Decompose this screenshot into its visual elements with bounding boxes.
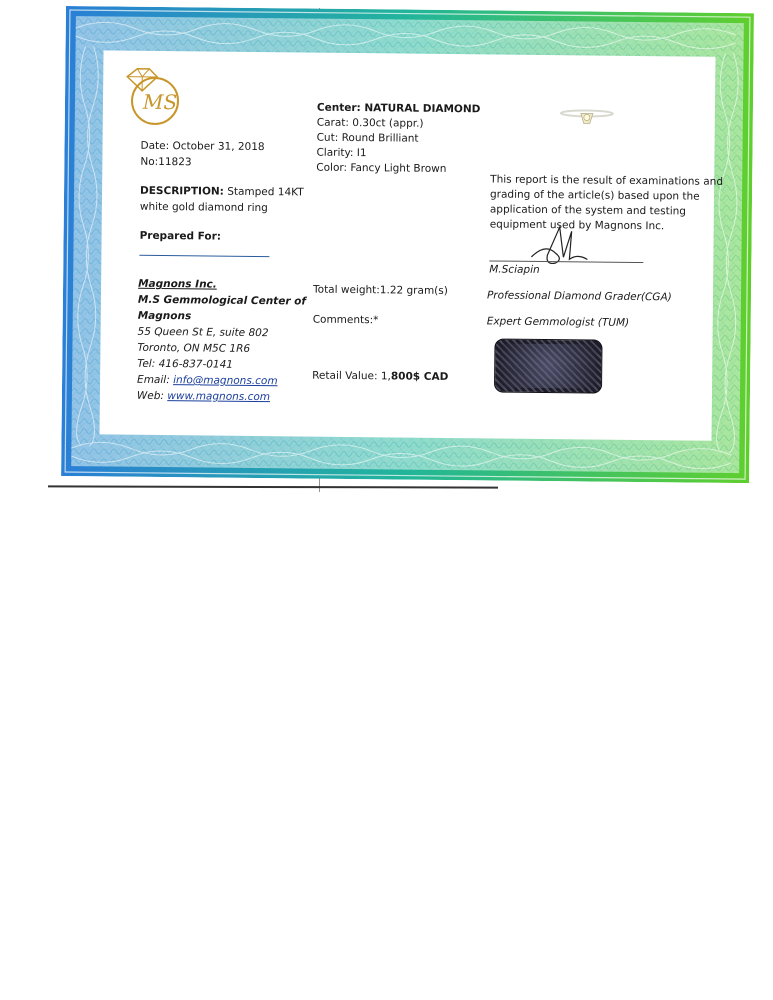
signer-title-1: Professional Diamond Grader(CGA): [486, 289, 672, 304]
company-name: Magnons Inc.: [138, 277, 217, 291]
web-label: Web:: [136, 389, 168, 403]
address-line2: Toronto, ON M5C 1R6: [137, 341, 251, 355]
retail-amount: 800$ CAD: [390, 370, 449, 384]
comments: Comments:*: [312, 313, 379, 327]
logo-monogram: MS: [142, 89, 178, 115]
center-name-line1: M.S Gemmological Center of: [137, 293, 307, 308]
description-text: Stamped 14KT: [223, 185, 304, 199]
signer-title-2: Expert Gemmologist (TUM): [486, 315, 630, 329]
web-row: [137, 389, 270, 406]
center-name-line2: Magnons: [137, 309, 192, 323]
cut: Cut: Round Brilliant: [316, 131, 419, 145]
email-label: Email:: [137, 373, 174, 387]
report-statement-line3: application of the system and testing: [489, 203, 687, 218]
carat: Carat: 0.30ct (appr.): [316, 116, 424, 130]
web-link[interactable]: www.magnons.com: [167, 390, 271, 404]
ring-photo: [555, 105, 619, 136]
prepared-for-line: [139, 255, 269, 257]
description-label: DESCRIPTION:: [140, 184, 224, 198]
report-number: No:11823: [140, 155, 192, 169]
retail-value: [312, 369, 448, 386]
clarity: Clarity: I1: [316, 146, 367, 160]
prepared-for-label: Prepared For:: [139, 229, 222, 243]
report-statement-line2: grading of the article(s) based upon the: [489, 188, 700, 203]
date: Date: October 31, 2018: [140, 139, 265, 154]
scan-bottom-line: [48, 485, 498, 488]
email-link[interactable]: info@magnons.com: [173, 374, 278, 388]
report-statement-line4: equipment used by Magnons Inc.: [489, 218, 665, 233]
center-stone-heading: Center: NATURAL DIAMOND: [316, 101, 481, 116]
retail-label: Retail Value: 1,: [312, 369, 391, 383]
telephone: Tel: 416-837-0141: [137, 357, 234, 371]
email-row: [137, 373, 278, 390]
description: [140, 184, 304, 201]
description-line2: white gold diamond ring: [139, 200, 268, 215]
address-line1: 55 Queen St E, suite 802: [137, 325, 269, 340]
report-statement-line1: This report is the result of examinations and: [490, 173, 724, 188]
signer-name: M.Sciapin: [489, 263, 540, 276]
ms-logo: [119, 63, 184, 128]
certificate-body: [100, 50, 724, 440]
certificate: [61, 6, 754, 483]
hologram-seal: [494, 339, 603, 394]
total-weight: Total weight:1.22 gram(s): [312, 283, 448, 298]
color-grade: Color: Fancy Light Brown: [316, 161, 447, 175]
